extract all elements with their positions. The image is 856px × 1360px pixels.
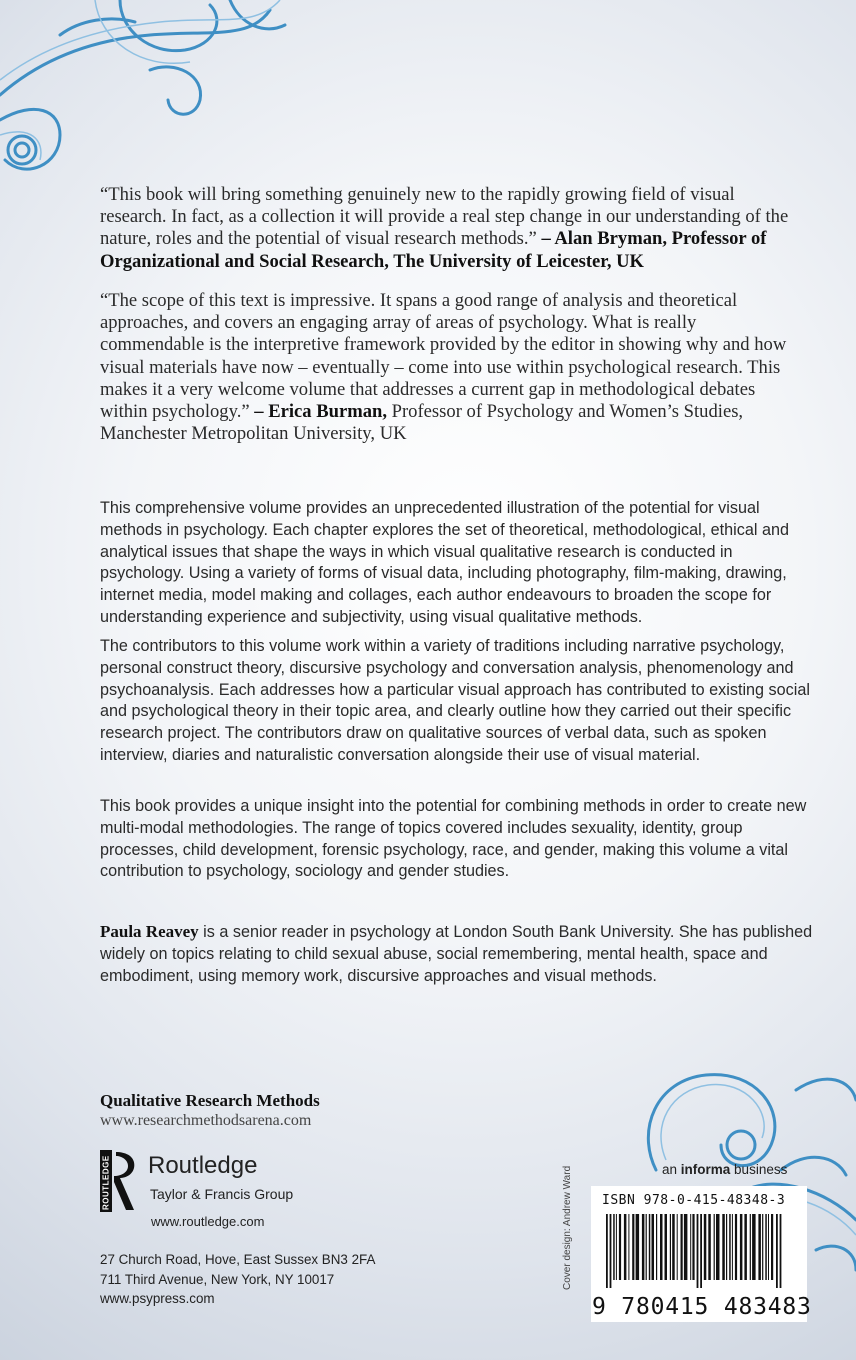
quote-attribution: – Alan Bryman, Professor of Organizational and Social Research, The University of Leicester, UK <box>100 228 767 272</box>
barcode-bar <box>708 1214 711 1280</box>
barcode-bar <box>670 1214 671 1280</box>
barcode-bar <box>660 1214 663 1280</box>
barcode-bar <box>768 1214 769 1280</box>
series-title: Qualitative Research Methods <box>100 1091 320 1110</box>
barcode-bar <box>677 1214 678 1280</box>
barcode-bar <box>636 1214 640 1280</box>
barcode-bar <box>665 1214 668 1280</box>
description-paragraph-2: The contributors to this volume work within a variety of traditions including narrative psychology, personal construct theory, discursive psychology and conversation analysis, phenomenology and psychoanalysis. Each addresses how a particular visual approach has contributed to existing social and psychological theory in their topic area, and clearly outline how they carried out their specific research project. The contributors draw on qualitative sources of verbal data, such as spoken interview, diaries and naturalistic conversation alongside their use of visual material. <box>100 637 810 764</box>
quote-attribution-name: – Erica Burman, <box>254 401 387 423</box>
series-url[interactable]: www.researchmethodsarena.com <box>100 1112 312 1129</box>
address-website[interactable]: www.psypress.com <box>100 1291 215 1306</box>
barcode-bar <box>642 1214 645 1280</box>
quote-text: “The scope of this text is impressive. It spans a good range of analysis and theoretical approaches, and covers an engaging array of areas of psychology. What is really commendable is the interpretive framework provided by the editor in showing why and how visual materials have now – eventually – come into use within psychological research. This makes it a very welcome volume that addresses a current gap in methodological debates within psychology.” <box>100 290 787 423</box>
barcode-bar <box>610 1214 612 1288</box>
barcode-bar <box>681 1214 683 1280</box>
barcode-bar <box>732 1214 733 1280</box>
address-line: 711 Third Avenue, New York, NY 10017 <box>100 1271 335 1287</box>
barcode-bar <box>649 1214 651 1280</box>
barcode-bar <box>628 1214 629 1280</box>
barcode-bar <box>758 1214 761 1280</box>
barcode-bar <box>765 1214 767 1280</box>
decorative-swirl-top-left <box>0 0 300 210</box>
author-bio-text: is a senior reader in psychology at London South Bank University. She has published widely on topics relating to child sexual abuse, social remembering, mental health, space and embodiment, using memory work, discursive approaches and visual methods. <box>100 923 813 985</box>
cover-design-credit: Cover design: Andrew Ward <box>562 1165 573 1290</box>
publisher-address <box>100 1250 375 1309</box>
publisher-name: Routledge <box>148 1152 258 1179</box>
isbn-digits: 9 780415 483483 <box>592 1294 812 1320</box>
author-bio <box>100 921 816 987</box>
barcode-bar <box>752 1214 756 1280</box>
barcode-bar <box>692 1214 694 1280</box>
publisher-url[interactable]: www.routledge.com <box>151 1214 265 1229</box>
informa-prefix: an <box>662 1162 681 1177</box>
barcode-bar <box>716 1214 720 1280</box>
barcode-bar <box>613 1214 615 1280</box>
barcode-bar <box>697 1214 699 1288</box>
barcode-bar <box>632 1214 634 1280</box>
address-line: 27 Church Road, Hove, East Sussex BN3 2FA <box>100 1252 376 1267</box>
barcode-bar <box>656 1214 657 1280</box>
barcode-bar <box>672 1214 675 1280</box>
barcode-bar <box>726 1214 727 1280</box>
isbn-label: ISBN 978-0-415-48348-3 <box>602 1193 786 1208</box>
barcode-bar <box>646 1214 647 1280</box>
barcode-bar <box>606 1214 608 1288</box>
review-quote-bryman <box>100 184 800 273</box>
informa-brand: informa <box>680 1162 731 1177</box>
quote-text: “This book will bring something genuinely new to the rapidly growing field of visual research. In fact, as a collection it will provide a real step change in our understanding of the nature, roles and the potential of visual research methods.” <box>100 184 789 250</box>
barcode-bar <box>744 1214 747 1280</box>
barcode-bar <box>771 1214 773 1280</box>
barcode-bar <box>684 1214 688 1280</box>
barcode-bar <box>652 1214 655 1280</box>
informa-suffix: business <box>730 1162 788 1177</box>
description-paragraph-1: This comprehensive volume provides an unprecedented illustration of the potential for visual methods in psychology. Each chapter explores the set of theoretical, methodological, ethical and analytical issues that shape the ways in which visual qualitative research is conducted in psychology. Using a variety of forms of visual data, including photography, film-making, drawing, internet media, model making and collages, each author endeavours to broaden the scope for understanding experience and subjectivity, using visual qualitative methods. <box>100 499 789 626</box>
barcode-bar <box>690 1214 691 1280</box>
barcode-bar <box>780 1214 782 1288</box>
barcode-bar <box>740 1214 743 1280</box>
barcode-bar <box>735 1214 737 1280</box>
barcode-bar <box>616 1214 617 1280</box>
barcode-bar <box>619 1214 621 1280</box>
review-quote-burman <box>100 290 800 445</box>
author-name: Paula Reavey <box>100 922 199 941</box>
barcode-bars <box>606 1214 802 1288</box>
routledge-logo-icon <box>100 1150 140 1212</box>
informa-business-tag <box>662 1162 787 1177</box>
barcode-bar <box>624 1214 627 1280</box>
routledge-logo-vertical-text: ROUTLEDGE <box>101 1155 111 1210</box>
barcode-bar <box>750 1214 751 1280</box>
publisher-group: Taylor & Francis Group <box>150 1186 294 1202</box>
barcode-bar <box>729 1214 731 1280</box>
barcode-bar <box>776 1214 778 1288</box>
barcode-bar <box>704 1214 707 1280</box>
barcode-bar <box>700 1214 702 1288</box>
description-paragraph-3: This book provides a unique insight into the potential for combining methods in order to create new multi-modal methodologies. The range of topics covered includes sexuality, identity, group processes, child development, forensic psychology, race, and gender, making this volume a vital contribution to psychology, sociology and gender studies. <box>100 797 807 881</box>
barcode-bar <box>722 1214 725 1280</box>
barcode-bar <box>714 1214 715 1280</box>
barcode-bar <box>762 1214 763 1280</box>
quote-attribution-rest: Professor of Psychology and Women’s Studies, Manchester Metropolitan University, UK <box>100 401 744 445</box>
